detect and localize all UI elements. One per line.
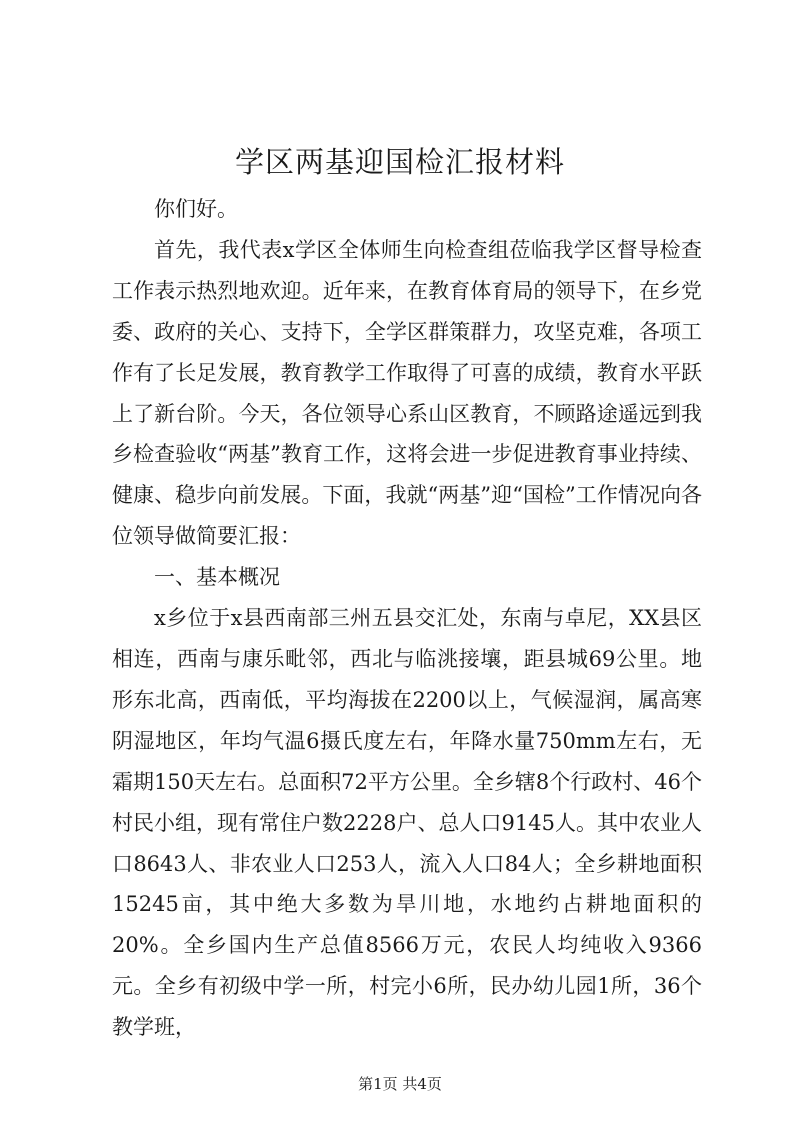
paragraph-overview: x乡位于x县西南部三州五县交汇处，东南与卓尼，XX县区相连，西南与康乐毗邻，西北与临洮接壤，距县城69公里。地形东北高，西南低，平均海拔在2200以上，气候湿润，属高寒阴湿地区，年均气温6摄氏度左右，年降水量750mm左右，无霜期150天左右。总面积72平方公里。全乡辖8个行政村、46个村民小组，现有常住户数2228户、总人口9145人。其中农业人口8643人、非农业人口253人，流入人口84人；全乡耕地面积15245亩，其中绝大多数为旱川地，水地约占耕地面积的20%。全乡国内生产总值8566万元，农民人均纯收入9366元。全乡有初级中学一所，村完小6所，民办幼儿园1所，36个教学班， [112,606,702,1040]
document-title: 学区两基迎国检汇报材料 [234,145,565,179]
paragraph-introduction: 首先，我代表x学区全体师生向检查组莅临我学区督导检查工作表示热烈地欢迎。近年来，在教育体育局的领导下，在乡党委、政府的关心、支持下，全学区群策群力，攻坚克难，各项工作有了长足发展，教育教学工作取得了可喜的成绩，教育水平跃上了新台阶。今天，各位领导心系山区教育，不顾路途遥远到我乡检查验收“两基”教育工作，这将会进一步促进教育事业持续、健康、稳步向前发展。下面，我就“两基”迎“国检”工作情况向各位领导做简要汇报： [112,237,702,549]
document-body [112,189,702,1048]
paragraph-greeting: 你们好。 [154,197,238,221]
page-number-footer: 第1页 共4页 [358,1075,442,1093]
section-heading-basic-overview: 一、基本概况 [154,565,280,590]
